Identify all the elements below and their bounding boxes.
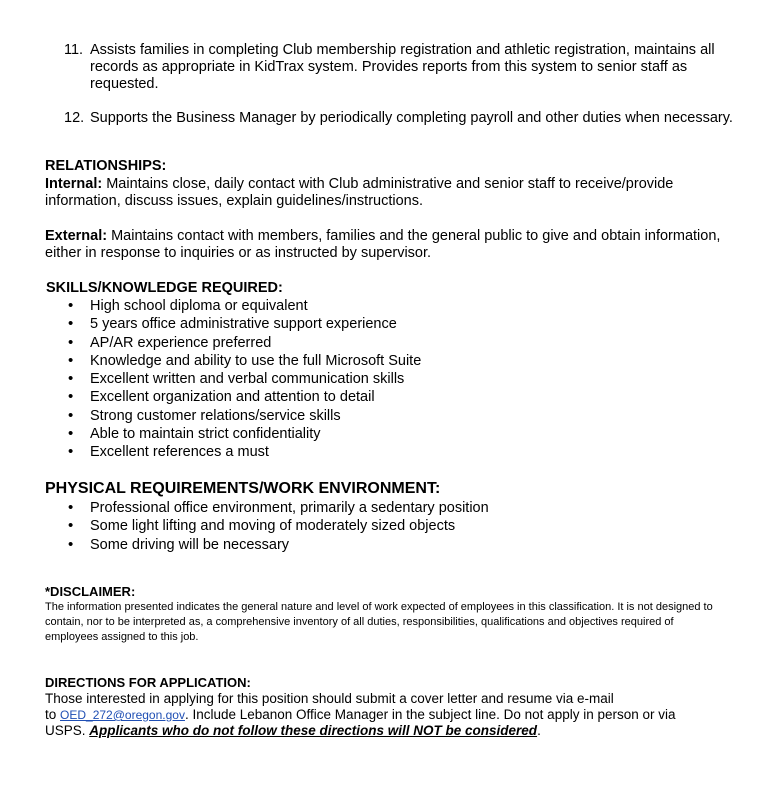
list-item: • Some driving will be necessary [64, 536, 714, 554]
directions-line-3 [45, 723, 745, 739]
physical-list [64, 499, 714, 554]
directions-line-2 [45, 707, 745, 723]
duty-number: 11. [64, 42, 84, 58]
duty-text: Supports the Business Manager by periodically completing payroll and other duties when necessary. [90, 110, 733, 126]
directions-text: USPS. [45, 723, 90, 738]
physical-heading: PHYSICAL REQUIREMENTS/WORK ENVIRONMENT: [45, 480, 441, 497]
disclaimer-heading: *DISCLAIMER: [45, 584, 136, 599]
list-item: • Excellent organization and attention to detail [64, 388, 714, 406]
list-item: • 5 years office administrative support experience [64, 315, 714, 333]
list-item: • Some light lifting and moving of moderately sized objects [64, 517, 714, 535]
skills-list [64, 297, 714, 462]
duty-number: 12. [64, 110, 85, 126]
list-item: • Able to maintain strict confidentiality [64, 425, 714, 443]
directions-heading: DIRECTIONS FOR APPLICATION: [45, 675, 251, 690]
list-item: • Excellent written and verbal communication skills [64, 370, 714, 388]
directions-line-1: Those interested in applying for this position should submit a cover letter and resume via e-mail [45, 691, 614, 706]
directions-text: to [45, 707, 61, 722]
list-item: • Professional office environment, primarily a sedentary position [64, 499, 714, 517]
list-item: • High school diploma or equivalent [64, 297, 714, 315]
directions-text: . Include Lebanon Office Manager in the subject line. Do not apply in person or via [184, 707, 676, 722]
relationships-heading: RELATIONSHIPS: [45, 158, 167, 174]
directions-text: . [537, 723, 541, 738]
external-text: Maintains contact with members, families and the general public to give and obtain information, either in response to inquiries or as instructed by supervisor. [45, 228, 721, 261]
external-label: External: [45, 228, 108, 244]
internal-text: Maintains close, daily contact with Club administrative and senior staff to receive/provide information, discuss issues, explain guidelines/instructions. [45, 176, 674, 209]
list-item: • AP/AR experience preferred [64, 334, 714, 352]
directions-paragraph [45, 691, 745, 739]
duty-item-11 [64, 42, 734, 93]
external-paragraph [45, 228, 735, 262]
list-item: • Excellent references a must [64, 443, 714, 461]
list-item: • Knowledge and ability to use the full Microsoft Suite [64, 352, 714, 370]
warning-text: Applicants who do not follow these directions will NOT be considered [89, 723, 538, 738]
duty-text: Assists families in completing Club membership registration and athletic registration, maintains all records as appropriate in KidTrax system. Provides reports from this system to senior staff as requested. [90, 42, 715, 92]
internal-paragraph [45, 176, 735, 210]
email-link[interactable]: OED_272@oregon.gov [60, 708, 185, 722]
duty-item-12 [64, 110, 734, 127]
disclaimer-text: The information presented indicates the general nature and level of work expected of employees in this classification. It is not designed to contain, nor to be interpreted as, a comprehensive inventory of all duties, responsibilities, qualifications and objectives required of employees assigned to this job. [45, 601, 713, 643]
internal-label: Internal: [45, 176, 103, 192]
skills-heading: SKILLS/KNOWLEDGE REQUIRED: [46, 280, 283, 296]
list-item: • Strong customer relations/service skills [64, 407, 714, 425]
